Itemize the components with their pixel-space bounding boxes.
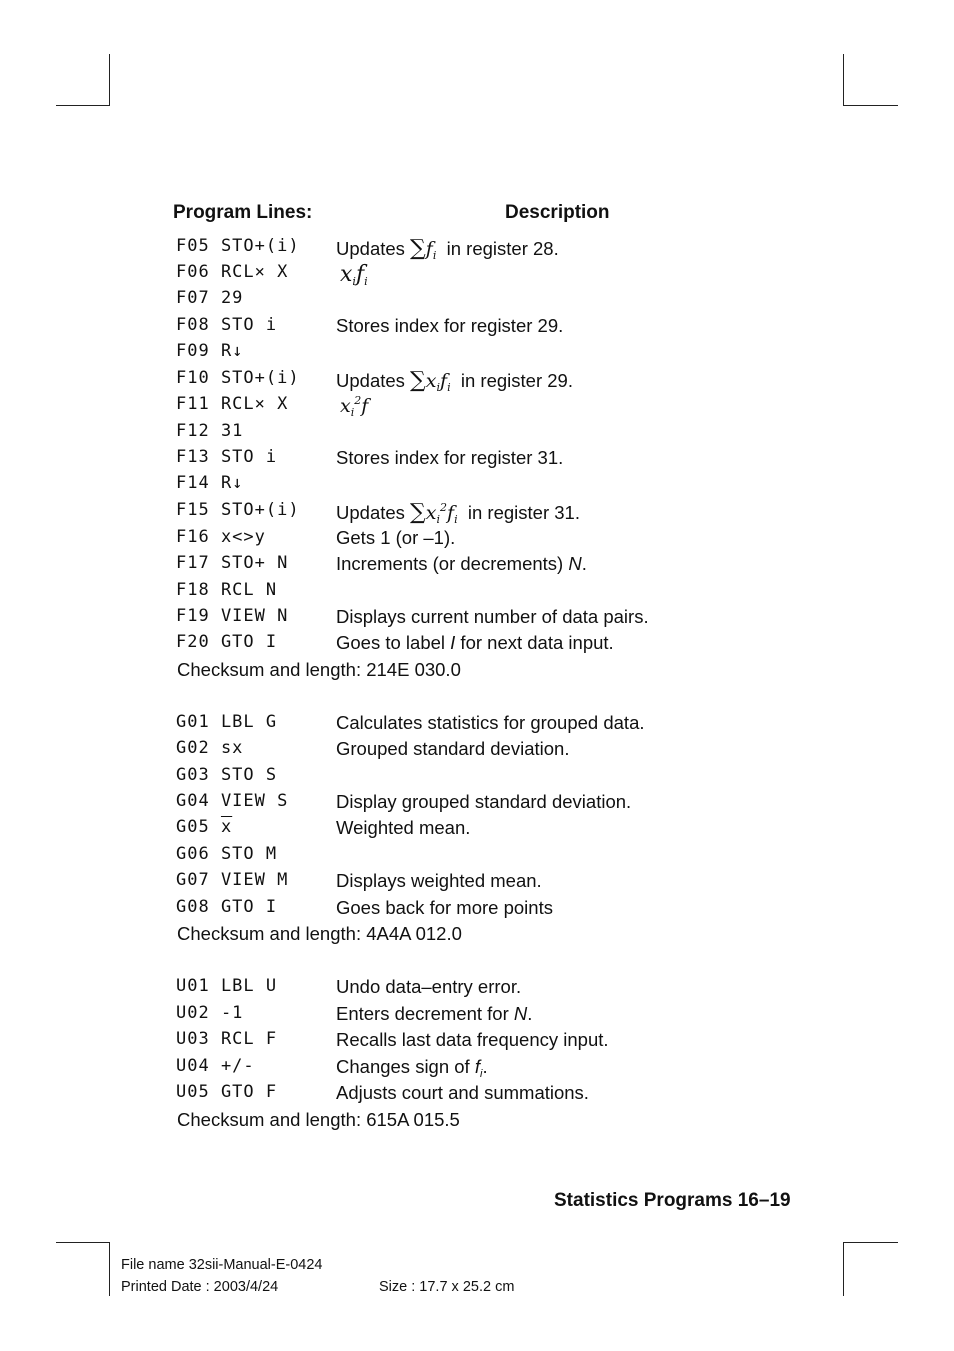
crop-mark	[843, 105, 898, 106]
line-code: F19 VIEW N	[176, 606, 289, 626]
line-description: Updates $\sum x_if_i$ in register 29.	[336, 368, 573, 394]
line-code: G01 LBL G	[176, 712, 278, 732]
line-code: G04 VIEW S	[176, 791, 289, 811]
line-code: U05 GTO F	[176, 1082, 278, 1102]
program-line	[176, 791, 796, 817]
program-line	[176, 473, 796, 499]
line-description: Displays current number of data pairs.	[336, 606, 649, 627]
line-description: Stores index for register 31.	[336, 447, 564, 468]
line-code: G07 VIEW M	[176, 870, 289, 890]
paper-size: Size : 17.7 x 25.2 cm	[379, 1279, 515, 1295]
program-line	[176, 1029, 796, 1055]
line-description: Gets 1 (or –1).	[336, 527, 456, 548]
crop-mark	[56, 105, 110, 106]
crop-mark	[843, 1242, 898, 1243]
program-line	[176, 1056, 796, 1082]
line-code: F15 STO+(i)	[176, 500, 300, 520]
line-code: G05 $\overline{x}$	[176, 817, 233, 837]
line-code: F06 RCL× X	[176, 262, 289, 282]
sigma-symbol: ∑	[410, 236, 426, 261]
line-code: F07 29	[176, 288, 244, 308]
line-code: F11 RCL× X	[176, 394, 289, 414]
program-line	[176, 553, 796, 579]
line-code: F08 STO i	[176, 315, 278, 335]
crop-mark	[109, 54, 110, 106]
line-code: U03 RCL F	[176, 1029, 278, 1049]
program-line	[176, 236, 796, 262]
line-description: Goes back for more points	[336, 897, 553, 918]
program-line	[176, 580, 796, 606]
line-code: F13 STO i	[176, 447, 278, 467]
line-code: G02 sx	[176, 738, 244, 758]
line-code: U02 -1	[176, 1003, 244, 1023]
line-code: F16 x<>y	[176, 527, 266, 547]
line-code: F18 RCL N	[176, 580, 278, 600]
line-description: Weighted mean.	[336, 817, 471, 838]
line-code: F10 STO+(i)	[176, 368, 300, 388]
crop-mark	[56, 1242, 110, 1243]
program-line	[176, 368, 796, 394]
line-description: Increments (or decrements) N.	[336, 553, 587, 574]
line-description: $x_if_i$	[340, 262, 368, 288]
program-line	[176, 500, 796, 526]
program-line	[176, 288, 796, 314]
printed-date: Printed Date : 2003/4/24	[121, 1279, 279, 1295]
line-description: Enters decrement for N.	[336, 1003, 533, 1024]
description-header: Description	[505, 202, 610, 223]
program-line	[176, 421, 796, 447]
line-description: Undo data–entry error.	[336, 976, 522, 997]
checksum-f: Checksum and length: 214E 030.0	[177, 659, 461, 680]
program-line	[176, 738, 796, 764]
page-footer-title: Statistics Programs 16–19	[554, 1190, 791, 1211]
line-code: G08 GTO I	[176, 897, 278, 917]
checksum-u: Checksum and length: 615A 015.5	[177, 1109, 460, 1130]
program-line	[176, 632, 796, 658]
line-description: Grouped standard deviation.	[336, 738, 570, 759]
line-description: Updates $\sum f_i$ in register 28.	[336, 236, 559, 262]
crop-mark	[843, 1242, 844, 1296]
f-i: f	[425, 238, 433, 260]
sigma-symbol: ∑	[410, 368, 426, 393]
line-code: U01 LBL U	[176, 976, 278, 996]
program-line	[176, 394, 796, 420]
line-code: F14 R↓	[176, 473, 244, 493]
line-code: F12 31	[176, 421, 244, 441]
program-line	[176, 1082, 796, 1108]
program-line	[176, 765, 796, 791]
program-lines-header: Program Lines:	[173, 202, 313, 223]
program-line	[176, 447, 796, 473]
line-description: Updates $\sum x_i^2f_i$ in register 31.	[336, 500, 580, 526]
crop-mark	[109, 1242, 110, 1296]
line-code: G06 STO M	[176, 844, 278, 864]
line-code: U04 +/-	[176, 1056, 255, 1076]
line-code: F20 GTO I	[176, 632, 278, 652]
checksum-g: Checksum and length: 4A4A 012.0	[177, 923, 462, 944]
line-description: Adjusts court and summations.	[336, 1082, 589, 1103]
line-description: Recalls last data frequency input.	[336, 1029, 609, 1050]
program-line	[176, 897, 796, 923]
program-line	[176, 870, 796, 896]
program-line	[176, 606, 796, 632]
line-description: Goes to label I for next data input.	[336, 632, 614, 653]
line-description: Displays weighted mean.	[336, 870, 542, 891]
program-line	[176, 976, 796, 1002]
program-line	[176, 527, 796, 553]
program-line	[176, 712, 796, 738]
program-line	[176, 844, 796, 870]
line-code: F09 R↓	[176, 341, 244, 361]
line-description: Display grouped standard deviation.	[336, 791, 632, 812]
line-code: F05 STO+(i)	[176, 236, 300, 256]
sigma-symbol: ∑	[410, 500, 426, 525]
program-line	[176, 1003, 796, 1029]
line-description: Stores index for register 29.	[336, 315, 564, 336]
line-description: $x_i^2f$	[340, 394, 369, 419]
program-line	[176, 817, 796, 843]
program-line	[176, 315, 796, 341]
line-description: Changes sign of $f_i$.	[336, 1056, 488, 1080]
crop-mark	[843, 54, 844, 106]
line-code: F17 STO+ N	[176, 553, 289, 573]
line-description: Calculates statistics for grouped data.	[336, 712, 645, 733]
program-line	[176, 341, 796, 367]
line-code: G03 STO S	[176, 765, 278, 785]
file-name: File name 32sii-Manual-E-0424	[121, 1257, 323, 1273]
program-line	[176, 262, 796, 288]
